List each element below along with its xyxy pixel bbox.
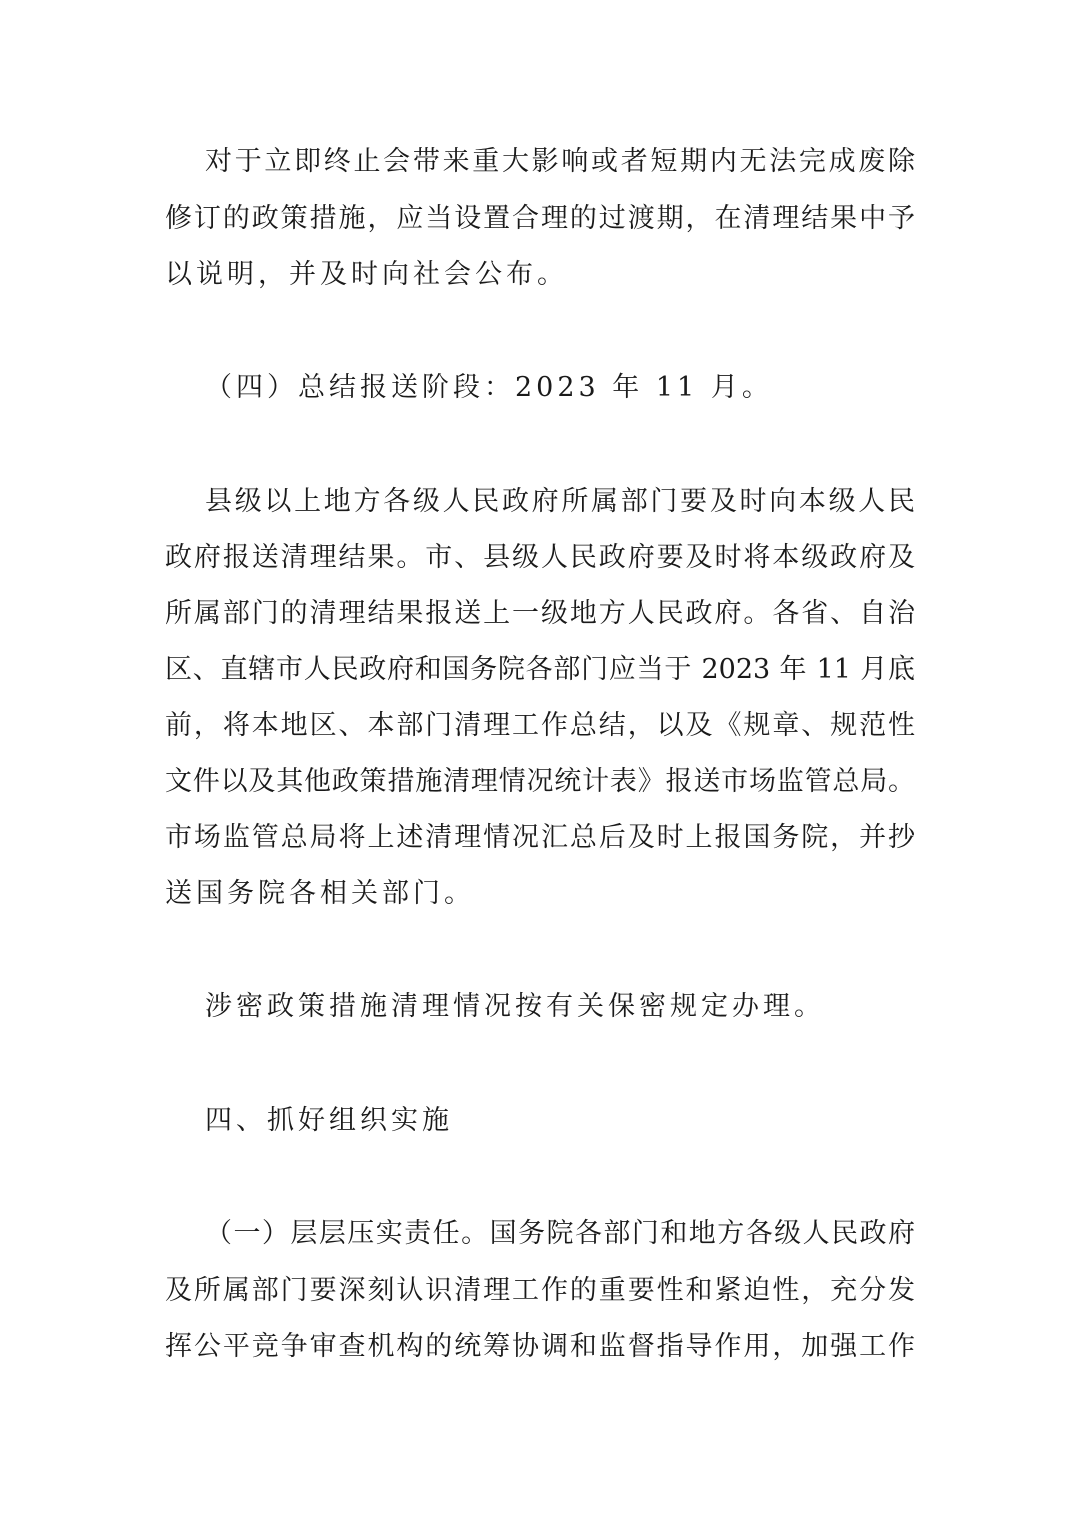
paragraph-line: 县级以上地方各级人民政府所属部门要及时向本级人民: [205, 486, 915, 517]
paragraph-line: 以说明，并及时向社会公布。: [165, 259, 568, 290]
paragraph-line: 政府报送清理结果。市、县级人民政府要及时将本级政府及: [165, 542, 915, 573]
paragraph-line: 涉密政策措施清理情况按有关保密规定办理。: [205, 991, 825, 1022]
section-subheading: （四）总结报送阶段：2023 年 11 月。: [205, 372, 773, 403]
paragraph-line: 所属部门的清理结果报送上一级地方人民政府。各省、自治: [165, 598, 915, 629]
section-heading: 四、抓好组织实施: [205, 1105, 453, 1136]
paragraph-line: 挥公平竞争审查机构的统筹协调和监督指导作用，加强工作: [165, 1331, 915, 1362]
paragraph-line: 区、直辖市人民政府和国务院各部门应当于 2023 年 11 月底: [165, 654, 915, 685]
paragraph-line: 及所属部门要深刻认识清理工作的重要性和紧迫性，充分发: [165, 1275, 915, 1306]
paragraph-line: 文件以及其他政策措施清理情况统计表》报送市场监管总局。: [165, 766, 915, 797]
paragraph-line: 市场监管总局将上述清理情况汇总后及时上报国务院，并抄: [165, 822, 915, 853]
paragraph-line: 送国务院各相关部门。: [165, 878, 475, 909]
paragraph-line: 对于立即终止会带来重大影响或者短期内无法完成废除: [205, 146, 915, 177]
paragraph-line: 前，将本地区、本部门清理工作总结，以及《规章、规范性: [165, 710, 915, 741]
paragraph-line: 修订的政策措施，应当设置合理的过渡期，在清理结果中予: [165, 203, 915, 234]
paragraph-line: （一）层层压实责任。国务院各部门和地方各级人民政府: [205, 1218, 915, 1249]
